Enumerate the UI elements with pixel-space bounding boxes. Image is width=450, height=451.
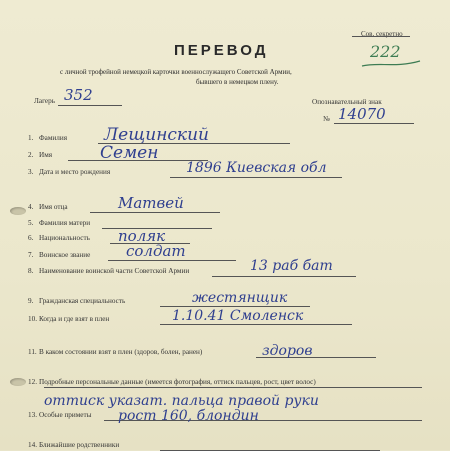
field-label: Подробные персональные данные (имеется фотография, оттиск пальцев, рост, цвет волос) [39,378,316,386]
field-label: Воинское звание [39,251,91,259]
field-number: 13. [28,411,37,419]
secret-underline [352,36,410,37]
field-label: Ближайшие родственники [39,441,120,449]
camp-underline [58,105,122,106]
field-label: Имя отца [39,203,68,211]
binder-hole-top [10,207,26,215]
field-underline [212,276,356,277]
field-label: Особые приметы [39,411,92,419]
subtitle-line-2: бывшего в немецком плену. [196,78,279,86]
field-label: Имя [39,151,53,159]
field-label: Фамилия матери [39,219,91,227]
field-number: 4. [28,203,34,211]
secret-number-flourish [360,58,422,70]
field-value: 1.10.41 Смоленск [172,308,304,324]
tag-value: 14070 [338,105,386,123]
field-underline [160,324,352,325]
field-label: Когда и где взят в плен [39,315,110,323]
field-number: 14. [28,441,37,449]
binder-hole-bottom [10,378,26,386]
tag-no-label: № [323,115,330,123]
camp-value: 352 [64,86,93,104]
field-value: рост 160, блондин [118,408,259,424]
field-value: здоров [262,343,313,359]
field-value: оттиск указат. пальца правой руки [44,393,319,409]
field-number: 8. [28,267,34,275]
camp-label: Лагерь [34,97,55,105]
field-value: поляк [118,227,166,245]
tag-underline [334,123,414,124]
field-label: Наименование воинской части Советской Армии [39,267,190,275]
secret-number: 222 [370,42,401,61]
field-label: Дата и место рождения [39,168,111,176]
field-number: 6. [28,234,34,242]
field-number: 2. [28,151,34,159]
field-number: 7. [28,251,34,259]
field-number: 5. [28,219,34,227]
field-value: жестянщик [192,290,288,306]
secret-label: Сов. секретно [361,30,403,38]
field-number: 3. [28,168,34,176]
field-underline [160,306,310,307]
field-underline [108,260,236,261]
field-underline [90,212,220,213]
field-number: 11. [28,348,37,356]
field-number: 12. [28,378,37,386]
field-value: Матвей [118,194,184,212]
field-underline [170,177,342,178]
field-value: 13 раб бат [250,258,333,274]
field-value: Семен [100,143,159,163]
field-label: Фамилия [39,134,68,142]
page-title: ПЕРЕВОД [174,42,269,59]
field-number: 10. [28,315,37,323]
field-label: Национальность [39,234,90,242]
field-label: Гражданская специальность [39,297,126,305]
field-value: солдат [126,242,186,260]
field-underline [44,387,422,388]
subtitle-line-1: с личной трофейной немецкой карточки военнослужащего Советской Армии, [60,68,292,76]
tag-label: Опознавательный знак [312,98,382,106]
field-value: 1896 Киевская обл [186,160,327,176]
field-number: 9. [28,297,34,305]
field-number: 1. [28,134,34,142]
field-label: В каком состоянии взят в плен (здоров, болен, ранен) [39,348,203,356]
field-value: Лещинский [104,125,209,145]
